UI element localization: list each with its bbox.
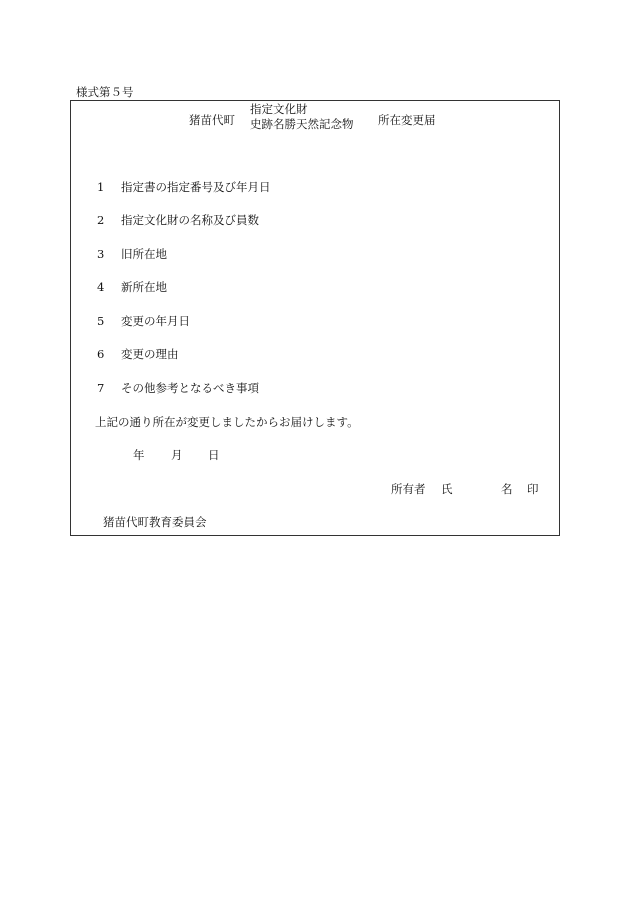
owner-name-part2: 名	[501, 482, 513, 496]
item-number: 7	[97, 381, 105, 395]
item-label: その他参考となるべき事項	[121, 381, 259, 395]
form-box	[70, 100, 560, 536]
date-month-label: 月	[171, 448, 183, 462]
item-label: 旧所在地	[121, 247, 167, 261]
item-4	[97, 279, 167, 295]
date-year-label: 年	[133, 448, 145, 462]
item-7	[97, 380, 259, 396]
seal-mark: 印	[527, 482, 539, 496]
item-label: 指定書の指定番号及び年月日	[121, 180, 271, 194]
date-day-label: 日	[208, 448, 220, 462]
item-5	[97, 313, 190, 329]
item-label: 変更の理由	[121, 347, 179, 361]
item-number: 1	[97, 180, 105, 194]
item-3	[97, 246, 167, 262]
title-stack-line2: 史跡名勝天然記念物	[250, 117, 354, 131]
item-number: 2	[97, 213, 105, 227]
title-prefix: 猪苗代町	[189, 113, 235, 127]
item-label: 変更の年月日	[121, 314, 190, 328]
title-suffix: 所在変更届	[378, 113, 436, 127]
title-stack	[250, 102, 354, 132]
addressee: 猪苗代町教育委員会	[103, 515, 207, 529]
item-label: 指定文化財の名称及び員数	[121, 213, 259, 227]
item-number: 5	[97, 314, 105, 328]
item-1	[97, 179, 271, 195]
item-label: 新所在地	[121, 280, 167, 294]
statement: 上記の通り所在が変更しましたからお届けします。	[95, 415, 359, 429]
item-number: 3	[97, 247, 105, 261]
owner-name-part1: 氏	[441, 482, 453, 496]
item-number: 6	[97, 347, 105, 361]
item-2	[97, 212, 259, 228]
owner-label: 所有者	[391, 482, 426, 496]
title-stack-line1: 指定文化財	[250, 102, 308, 116]
item-6	[97, 346, 179, 362]
form-number: 様式第５号	[76, 85, 134, 99]
item-number: 4	[97, 280, 105, 294]
